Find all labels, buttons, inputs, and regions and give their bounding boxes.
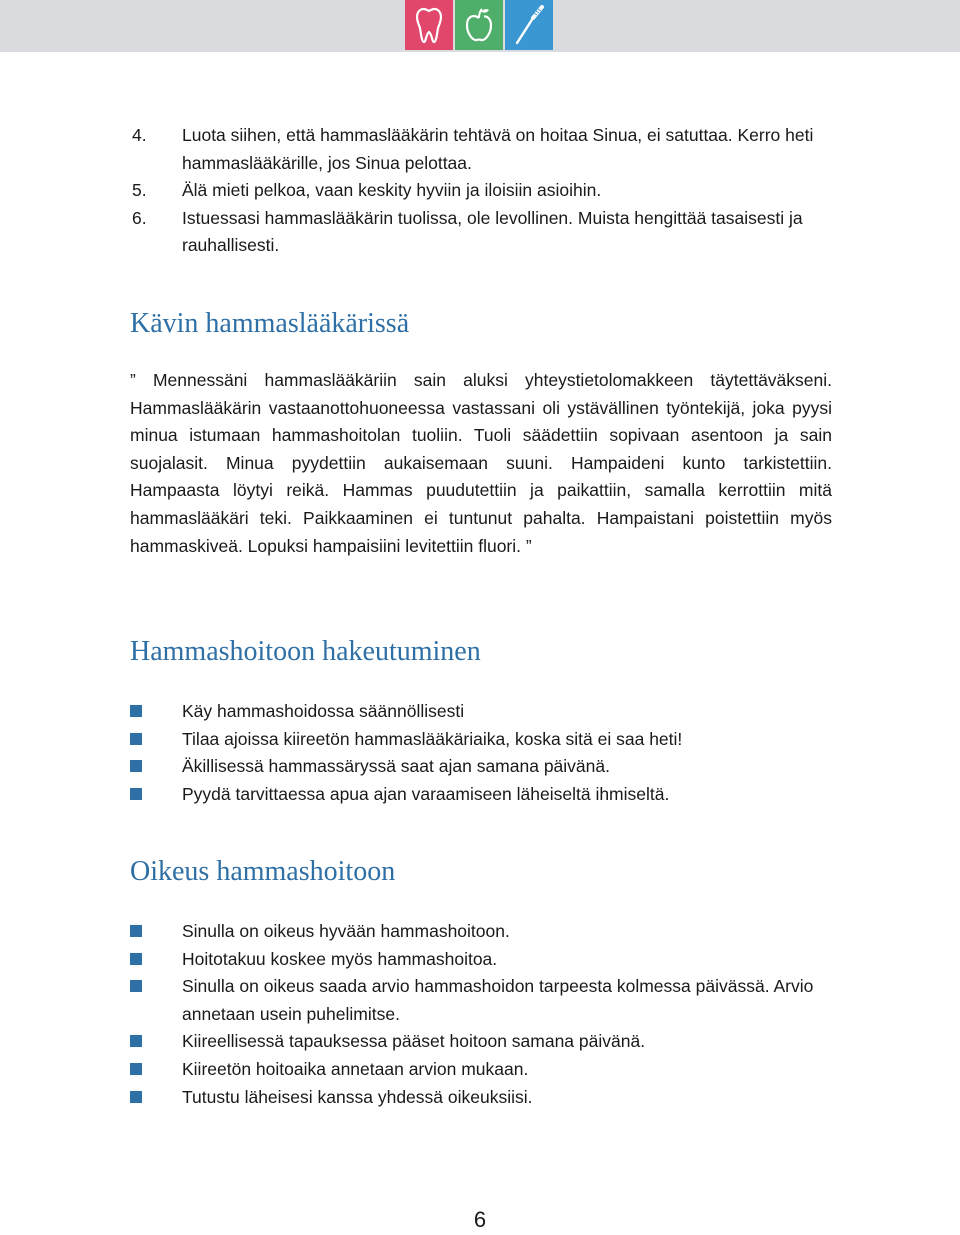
tooth-tile: [405, 0, 453, 50]
numbered-list: [132, 122, 832, 260]
list-item: [130, 698, 830, 726]
section-heading-oikeus: Oikeus hammashoitoon: [130, 856, 396, 887]
bullet-square-icon: [130, 1084, 182, 1112]
item-text: Istuessasi hammaslääkärin tuolissa, ole levollinen. Muista hengittää tasaisesti ja rauhallisesti.: [182, 207, 803, 255]
experience-quote: ” Mennessäni hammaslääkäriin sain aluksi yhteystietolomakkeen täytettäväkseni. Hammaslääkärin vastaanottohuoneessa vastassani oli ystävällinen työntekijä, joka pyysi minua istumaan hammashoitolan tuoliin. Tuoli säädettiin sopivaan asentoon ja sain suojalasit. Minua pyydettiin aukaisemaan suuni. Hampaideni kunto tarkistettiin. Hampaasta löytyi reikä. Hammas puudutettiin ja paikattiin, samalla kerrottiin mitä hammaslääkäri teki. Paikkaaminen ei tuntunut pahalta. Hampaistani poistettiin myös hammaskiveä. Lopuksi hampaisiini levitettiin fluori. ”: [130, 370, 832, 556]
item-text: Sinulla on oikeus hyvään hammashoitoon.: [182, 921, 510, 941]
item-text: Käy hammashoidossa säännöllisesti: [182, 701, 465, 721]
item-number: 6.: [132, 207, 147, 228]
item-text: Luota siihen, että hammaslääkärin tehtävä on hoitaa Sinua, ei satuttaa. Kerro heti hammaslääkärille, jos Sinua pelottaa.: [182, 125, 814, 173]
bullet-square-icon: [130, 726, 182, 754]
bullet-square-icon: [130, 946, 182, 974]
toothbrush-icon: [513, 5, 545, 45]
item-text: Kiireellisessä tapauksessa pääset hoitoon samana päivänä.: [182, 1031, 646, 1052]
list-item: [130, 946, 830, 974]
apple-tile: [455, 0, 503, 50]
item-text: Kiireetön hoitoaika annetaan arvion mukaan.: [182, 1058, 529, 1079]
bullet-list-oikeus: [130, 918, 830, 1111]
list-item: [130, 726, 830, 754]
item-text: Pyydä tarvittaessa apua ajan varaamiseen läheiseltä ihmiseltä.: [182, 783, 670, 804]
item-text: Tilaa ajoissa kiireetön hammaslääkäriaika, koska sitä ei saa heti!: [182, 728, 683, 749]
list-item: [130, 753, 830, 781]
item-number: 4.: [132, 125, 147, 145]
bullet-square-icon: [130, 698, 182, 726]
logo-tiles: [405, 0, 555, 52]
item-text: Äkillisessä hammassäryssä saat ajan samana päivänä.: [182, 756, 610, 777]
toothbrush-tile: [505, 0, 553, 50]
bullet-square-icon: [130, 973, 182, 1028]
item-text: Hoitotakuu koskee myös hammashoitoa.: [182, 948, 498, 969]
section-heading-hakeutuminen: Hammashoitoon hakeutuminen: [130, 636, 481, 667]
list-item: [132, 122, 832, 177]
item-text: Älä mieti pelkoa, vaan keskity hyviin ja iloisiin asioihin.: [182, 180, 602, 200]
list-item: [132, 205, 832, 260]
bullet-square-icon: [130, 1028, 182, 1056]
bullet-square-icon: [130, 781, 182, 809]
list-item: [132, 177, 832, 205]
list-item: [130, 973, 830, 1028]
apple-icon: [463, 5, 495, 45]
bullet-square-icon: [130, 918, 182, 946]
bullet-square-icon: [130, 1056, 182, 1084]
bullet-square-icon: [130, 753, 182, 781]
list-item: [130, 1084, 830, 1112]
section-heading-kavin: Kävin hammaslääkärissä: [130, 308, 410, 339]
list-item: [130, 918, 830, 946]
list-item: [130, 1056, 830, 1084]
bullet-list-hakeutuminen: [130, 698, 830, 808]
item-text: Tutustu läheisesi kanssa yhdessä oikeuksiisi.: [182, 1086, 533, 1107]
list-item: [130, 781, 830, 809]
page-number: 6: [473, 1207, 487, 1232]
tooth-icon: [413, 5, 445, 45]
item-text: Sinulla on oikeus saada arvio hammashoidon tarpeesta kolmessa päivässä. Arvio annetaan usein puhelimitse.: [182, 976, 814, 1024]
list-item: [130, 1028, 830, 1056]
item-number: 5.: [132, 180, 147, 200]
